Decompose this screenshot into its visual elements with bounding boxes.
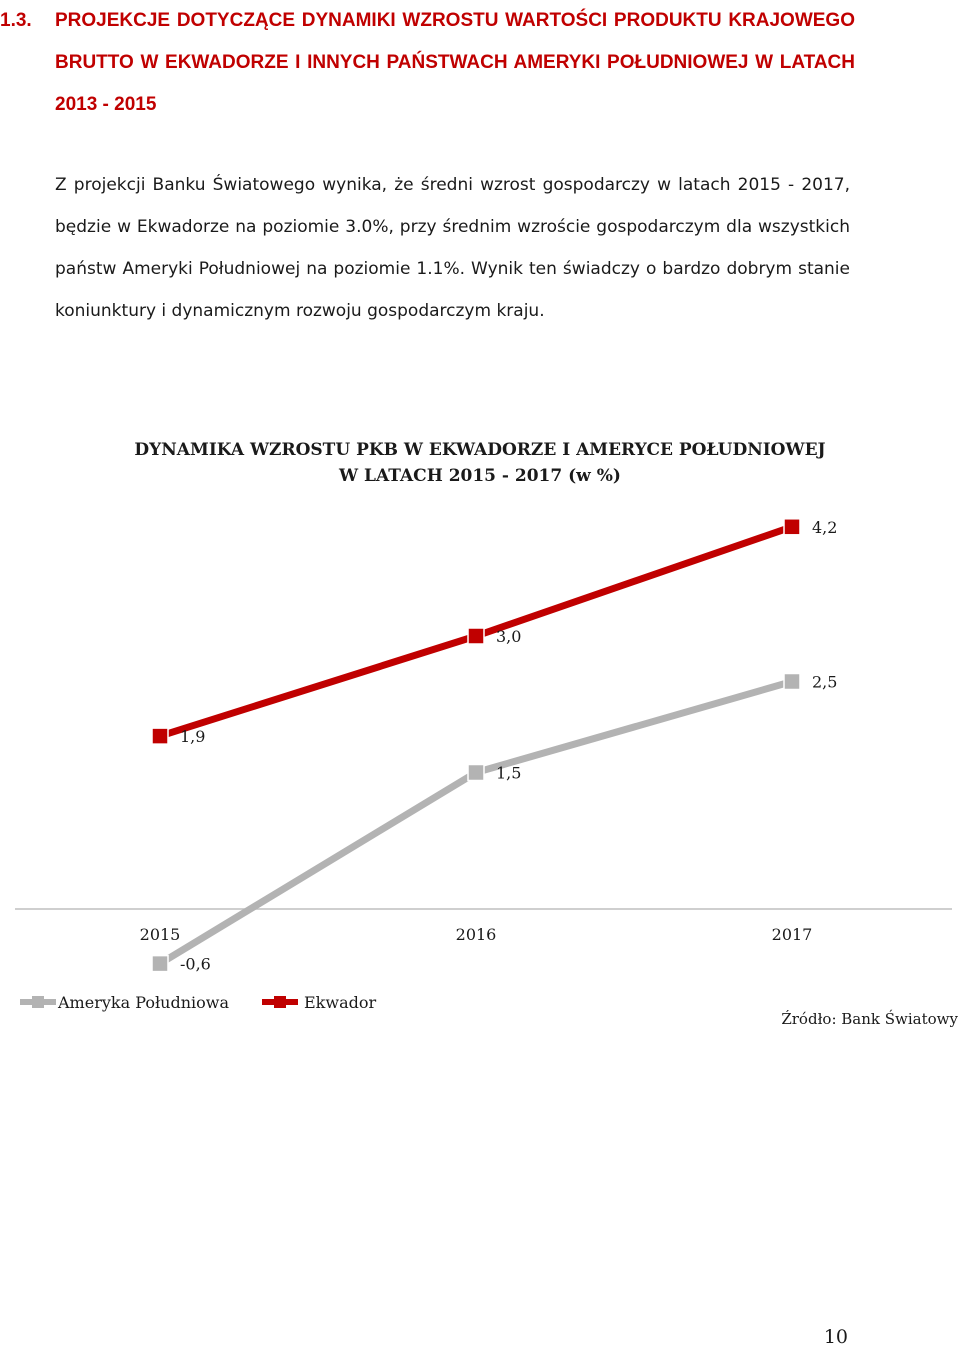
page-number: 10: [823, 1326, 848, 1348]
legend-marker-ekwador: [274, 996, 286, 1008]
legend-label-ekwador: Ekwador: [304, 993, 377, 1012]
data-label-ekwador-2015: 1,9: [180, 727, 206, 747]
data-point-ameryka-po-udniowa-2017: [784, 674, 800, 690]
legend-marker-ameryka-po-udniowa: [32, 996, 44, 1008]
data-label-ameryka-po-udniowa-2016: 1,5: [496, 763, 522, 783]
data-point-ekwador-2016: [468, 628, 484, 644]
data-point-ameryka-po-udniowa-2015: [152, 956, 168, 972]
section-title: PROJEKCJE DOTYCZĄCE DYNAMIKI WZROSTU WARTOŚCI PRODUKTU KRAJOWEGO BRUTTO W EKWADORZE I INNYCH PAŃSTWACH AMERYKI POŁUDNIOWEJ W LATACH 2013 - 2015: [55, 10, 855, 115]
x-tick-label-2015: 2015: [139, 925, 181, 944]
legend-label-ameryka-po-udniowa: Ameryka Południowa: [58, 993, 229, 1012]
data-label-ameryka-po-udniowa-2015: -0,6: [180, 954, 211, 974]
x-tick-label-2016: 2016: [455, 925, 497, 944]
chart-title-line-2: W LATACH 2015 - 2017 (w %): [339, 466, 621, 486]
data-label-ekwador-2016: 3,0: [496, 627, 522, 646]
series-line-ameryka-po-udniowa: [160, 682, 792, 964]
data-label-ekwador-2017: 4,2: [812, 517, 838, 537]
body-paragraph: Z projekcji Banku Światowego wynika, że średni wzrost gospodarczy w latach 2015 - 2017, będzie w Ekwadorze na poziomie 3.0%, przy średnim wzroście gospodarczym dla wszystkich państw Ameryki Południowej na poziomie 1.1%. Wynik ten świadczy o bardzo dobrym stanie koniunktury i dynamicznym rozwoju gospodarczym kraju.: [55, 175, 850, 321]
data-point-ekwador-2015: [152, 728, 168, 744]
x-tick-label-2017: 2017: [771, 925, 813, 944]
data-point-ameryka-po-udniowa-2016: [468, 765, 484, 781]
chart-title-line-1: DYNAMIKA WZROSTU PKB W EKWADORZE I AMERYCE POŁUDNIOWEJ: [134, 440, 826, 460]
source-note: Źródło: Bank Światowy: [781, 1010, 958, 1028]
data-label-ameryka-po-udniowa-2017: 2,5: [812, 672, 838, 692]
data-point-ekwador-2017: [784, 519, 800, 535]
section-number: 1.3.: [0, 10, 32, 31]
